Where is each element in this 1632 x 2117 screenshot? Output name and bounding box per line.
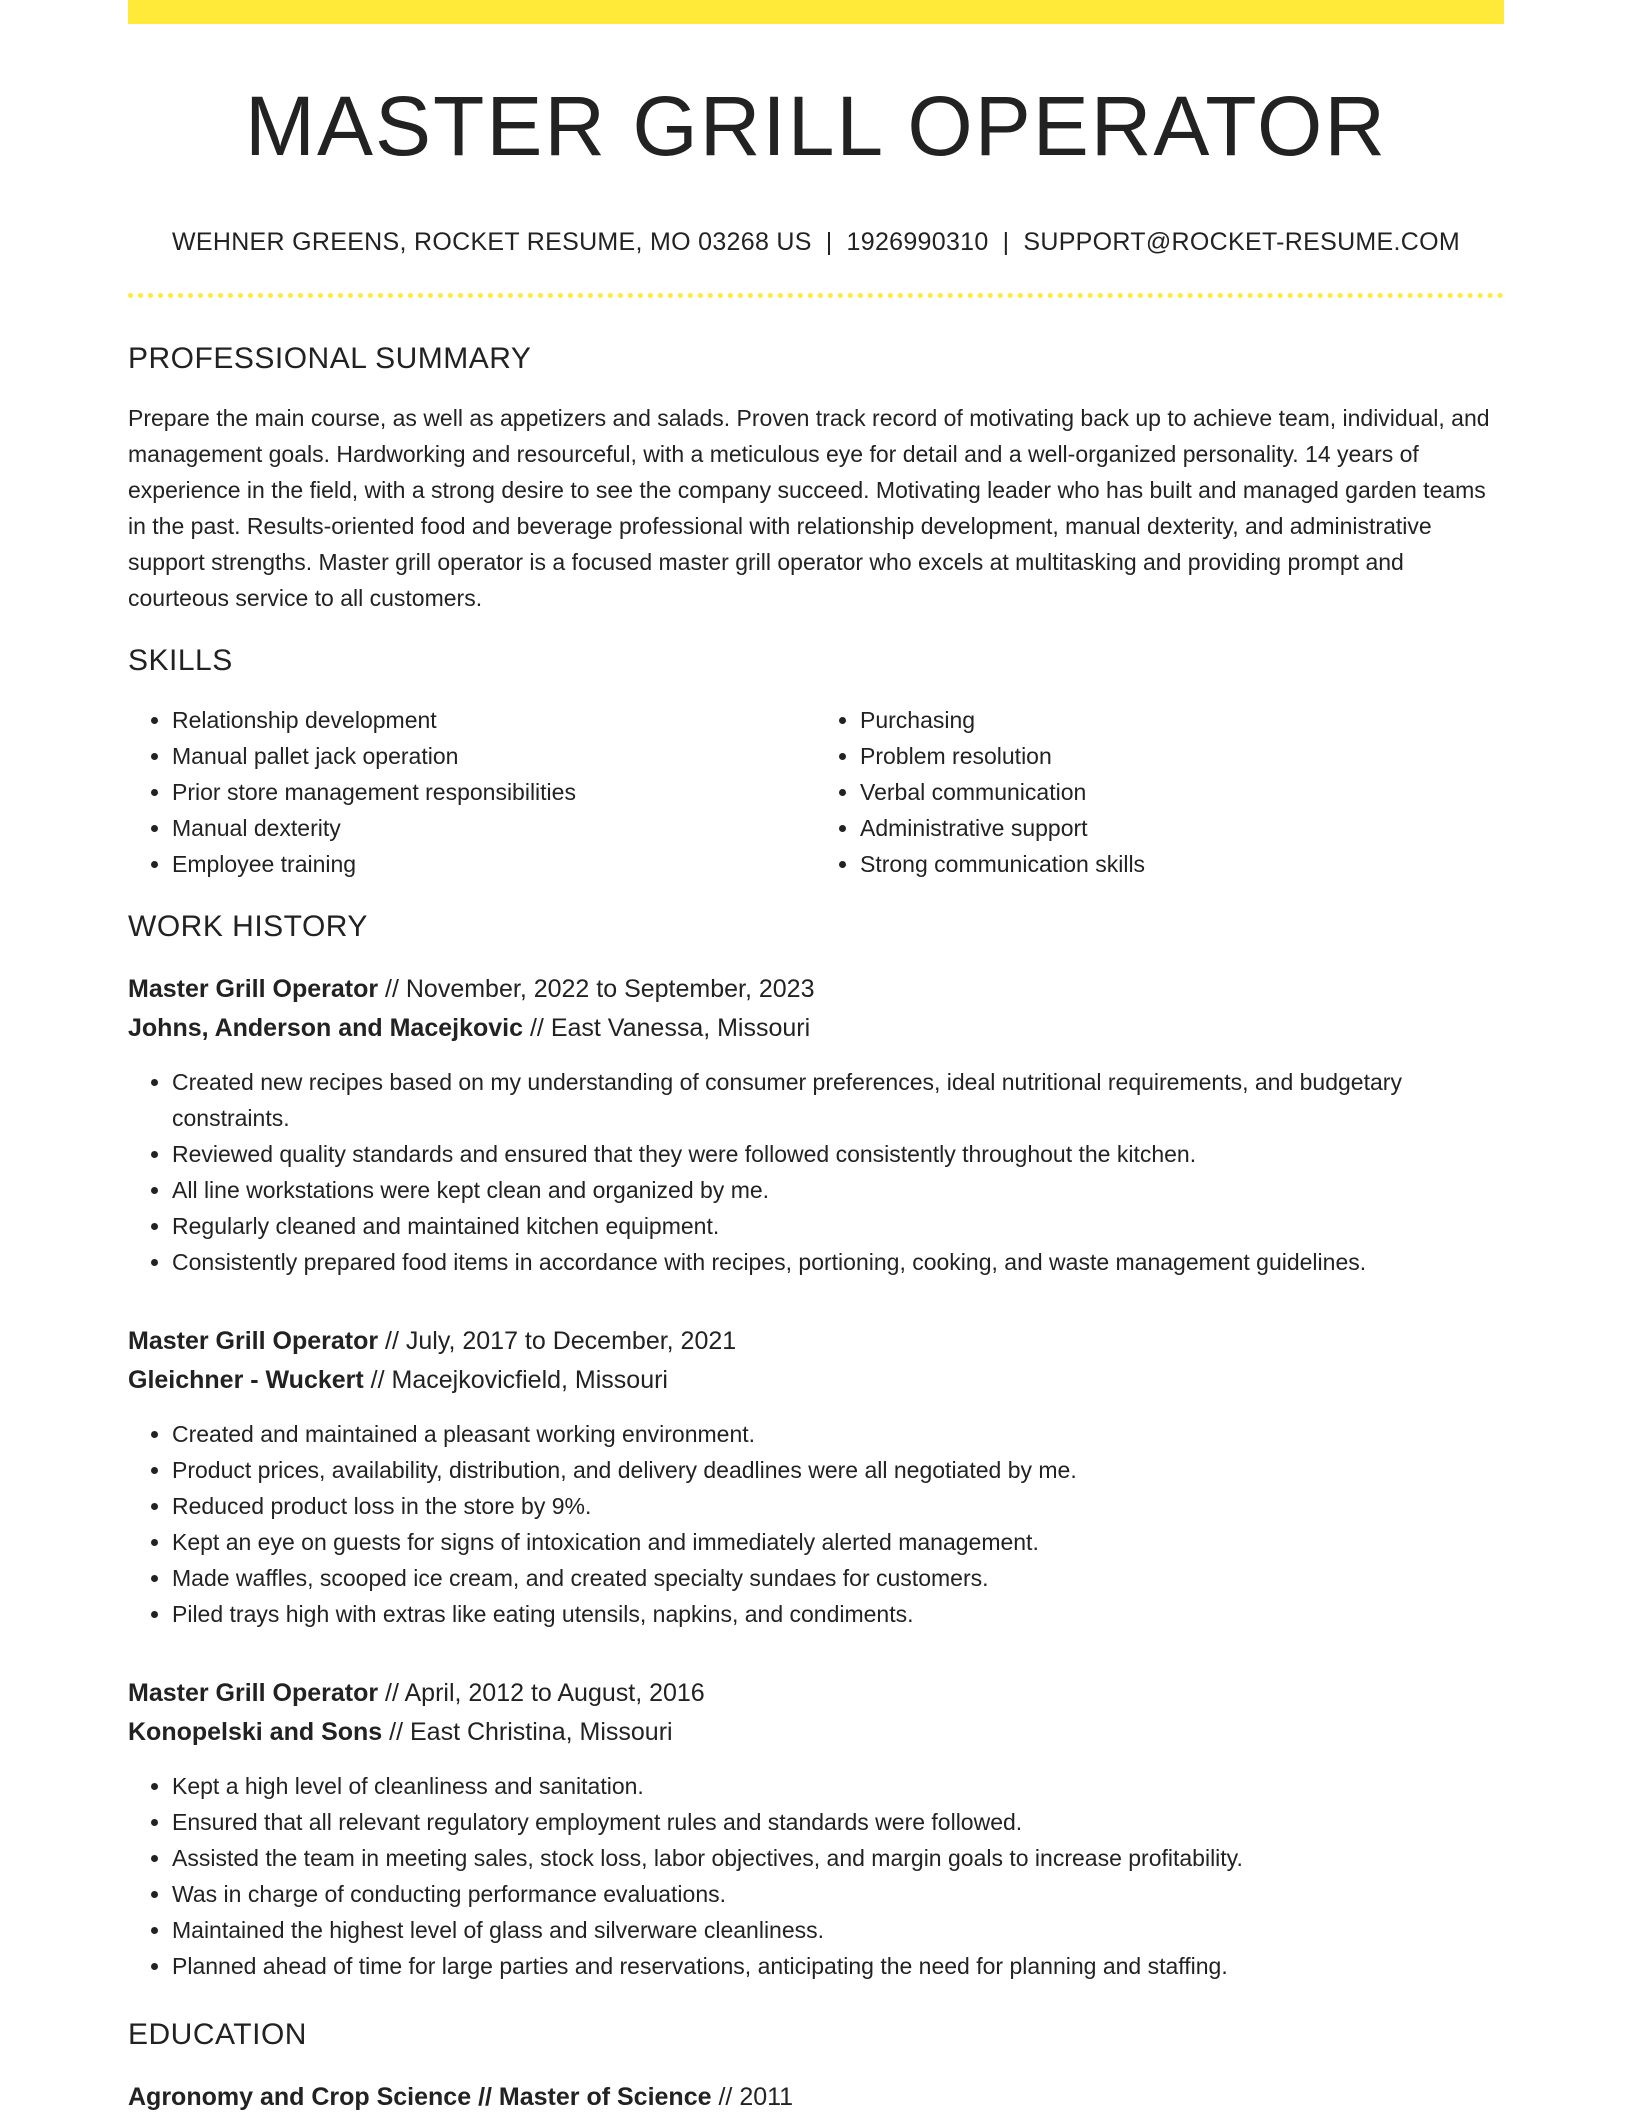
section-title-skills: SKILLS [128,644,233,678]
job-bullet: • All line workstations were kept clean and organized by me. [172,1172,1504,1208]
job-separator: // [378,1679,405,1708]
job-bullet: • Made waffles, scooped ice cream, and created specialty sundaes for customers. [172,1560,1504,1596]
job-separator: // [378,975,406,1004]
job-bullet-list [128,1416,1504,1632]
job-bullet: • Reduced product loss in the store by 9%. [172,1488,1504,1524]
job-location: Macejkovicfield, Missouri [391,1366,668,1395]
job-bullet: • Ensured that all relevant regulatory employment rules and standards were followed. [172,1804,1504,1840]
job-separator: // [382,1718,410,1747]
job-separator: // [523,1014,551,1043]
education-field: Agronomy and Crop Science [128,2083,472,2112]
job-bullet: • Reviewed quality standards and ensured that they were followed consistently throughout the kitchen. [172,1136,1504,1172]
job-entry-header [128,1674,1504,1752]
education-degree: Master of Science [498,2083,712,2112]
contact-line [128,228,1504,257]
section-title-education: EDUCATION [128,2018,307,2052]
job-bullet: • Product prices, availability, distribution, and delivery deadlines were all negotiated by me. [172,1452,1504,1488]
education-separator: // [471,2083,499,2112]
job-entry-header [128,970,1504,1048]
dotted-divider [128,293,1504,298]
job-bullet: • Was in charge of conducting performance evaluations. [172,1876,1504,1912]
contact-separator: | [825,228,833,257]
job-dates: July, 2017 to December, 2021 [405,1327,737,1356]
skills-list-left [128,702,816,882]
skill-item: • Purchasing [860,702,1504,738]
section-title-work-history: WORK HISTORY [128,910,368,944]
job-bullet: • Planned ahead of time for large parties and reservations, anticipating the need for planning and staffing. [172,1948,1504,1984]
job-entry-header [128,1322,1504,1400]
skills-list-right [816,702,1504,882]
job-dates: November, 2022 to September, 2023 [405,975,815,1004]
job-bullet: • Consistently prepared food items in accordance with recipes, portioning, cooking, and waste management guidelines. [172,1244,1504,1280]
education-separator: // [711,2083,740,2112]
job-company: Konopelski and Sons [128,1718,383,1747]
job-location: East Vanessa, Missouri [550,1014,811,1043]
job-role: Master Grill Operator [128,975,379,1004]
job-separator: // [363,1366,392,1395]
contact-email: SUPPORT@ROCKET-RESUME.COM [1023,228,1461,257]
job-dates: April, 2012 to August, 2016 [404,1679,705,1708]
job-role: Master Grill Operator [128,1327,379,1356]
job-bullet: • Assisted the team in meeting sales, stock loss, labor objectives, and margin goals to increase profitability. [172,1840,1504,1876]
skill-item: • Administrative support [860,810,1504,846]
skill-item: • Verbal communication [860,774,1504,810]
skill-item: • Employee training [172,846,816,882]
summary-text: Prepare the main course, as well as appetizers and salads. Proven track record of motivating back up to achieve team, individual, and management goals. Hardworking and resourceful, with a meticulous eye for detail and a well-organized personality. 14 years of experience in the field, with a strong desire to see the company succeed. Motivating leader who has built and managed garden teams in the past. Results-oriented food and beverage professional with relationship development, manual dexterity, and administrative support strengths. Master grill operator is a focused master grill operator who excels at multitasking and providing prompt and courteous service to all customers. [128,405,1490,612]
job-bullet: • Piled trays high with extras like eating utensils, napkins, and condiments. [172,1596,1504,1632]
skill-item: • Problem resolution [860,738,1504,774]
job-bullet: • Maintained the highest level of glass and silverware cleanliness. [172,1912,1504,1948]
contact-phone: 1926990310 [846,228,989,257]
job-bullet: • Kept an eye on guests for signs of intoxication and immediately alerted management. [172,1524,1504,1560]
job-bullet: • Created and maintained a pleasant working environment. [172,1416,1504,1452]
skill-item: • Manual pallet jack operation [172,738,816,774]
job-bullet: • Kept a high level of cleanliness and sanitation. [172,1768,1504,1804]
contact-separator: | [1002,228,1010,257]
top-accent-bar [128,0,1504,24]
resume-page [128,0,1504,2117]
job-location: East Christina, Missouri [410,1718,673,1747]
skills-columns [128,702,1504,882]
job-separator: // [378,1327,406,1356]
job-bullet: • Created new recipes based on my understanding of consumer preferences, ideal nutritional requirements, and budgetary constraints. [172,1064,1504,1136]
skill-item: • Manual dexterity [172,810,816,846]
skill-item: • Relationship development [172,702,816,738]
job-role: Master Grill Operator [128,1679,379,1708]
skill-item: • Prior store management responsibilities [172,774,816,810]
job-company: Gleichner - Wuckert [128,1366,364,1395]
candidate-name: MASTER GRILL OPERATOR [245,79,1387,173]
job-company: Johns, Anderson and Macejkovic [128,1014,524,1043]
job-bullet-list [128,1768,1504,1984]
job-bullet: • Regularly cleaned and maintained kitchen equipment. [172,1208,1504,1244]
education-entry [128,2078,1504,2117]
section-title-summary: PROFESSIONAL SUMMARY [128,342,532,376]
education-year: 2011 [739,2083,794,2112]
skill-item: • Strong communication skills [860,846,1504,882]
contact-address: WEHNER GREENS, ROCKET RESUME, MO 03268 US [171,228,812,257]
job-bullet-list [128,1064,1504,1280]
